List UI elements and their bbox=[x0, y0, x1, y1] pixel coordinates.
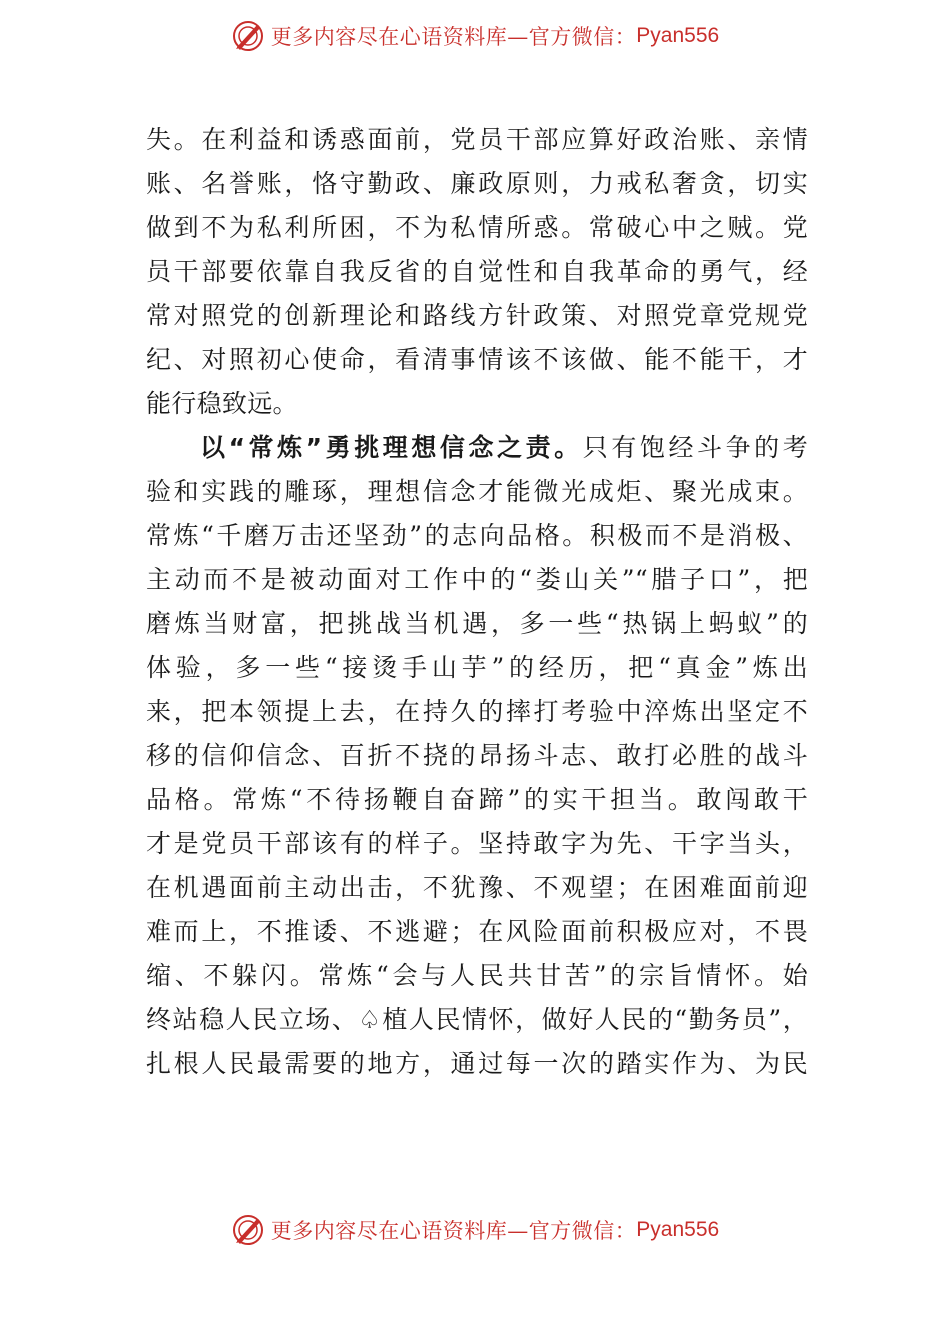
paragraph-first-line-rest: 只有饱经斗争的考 bbox=[582, 433, 808, 462]
text-line: 磨炼当财富，把挑战当机遇，多一些“热锅上蚂蚁”的 bbox=[146, 609, 808, 638]
text-line: 在机遇面前主动出击，不犹豫、不观望；在困难面前迎 bbox=[146, 873, 808, 902]
text-line: 移的信仰信念、百折不挠的昂扬斗志、敢打必胜的战斗 bbox=[146, 741, 808, 770]
pen-logo-icon bbox=[231, 19, 265, 53]
text-line: 扎根人民最需要的地方，通过每一次的踏实作为、为民 bbox=[146, 1049, 808, 1078]
text-line: 验和实践的雕琢，理想信念才能微光成炬、聚光成束。 bbox=[146, 477, 808, 506]
text-line: 常对照党的创新理论和路线方针政策、对照党章党规党 bbox=[146, 301, 808, 330]
text-line: 账、名誉账，恪守勤政、廉政原则，力戒私奢贪，切实 bbox=[146, 169, 808, 198]
text-line: 能行稳致远。 bbox=[146, 389, 298, 418]
page-footer-banner bbox=[0, 1210, 950, 1250]
text-line: 品格。常炼“不待扬鞭自奋蹄”的实干担当。敢闯敢干 bbox=[146, 785, 808, 814]
page-header-banner bbox=[0, 16, 950, 56]
footer-banner-text: 更多内容尽在心语资料库—官方微信： bbox=[270, 1219, 637, 1243]
paragraph-heading: 以“常炼”勇挑理想信念之责。 bbox=[200, 433, 583, 462]
text-line: 做到不为私利所困，不为私情所惑。常破心中之贼。党 bbox=[146, 213, 808, 242]
text-line: 失。在利益和诱惑面前，党员干部应算好政治账、亲情 bbox=[146, 125, 808, 154]
text-line: 来，把本领提上去，在持久的摔打考验中淬炼出坚定不 bbox=[146, 697, 808, 726]
footer-banner-account: Pyan556 bbox=[636, 1218, 720, 1241]
paragraph-first-line bbox=[146, 426, 808, 470]
text-line: 员干部要依靠自我反省的自觉性和自我革命的勇气，经 bbox=[146, 257, 808, 286]
header-banner-text: 更多内容尽在心语资料库—官方微信： bbox=[270, 25, 637, 49]
text-line: 体验，多一些“接烫手山芋”的经历，把“真金”炼出 bbox=[146, 653, 808, 682]
text-line: 纪、对照初心使命，看清事情该不该做、能不能干，才 bbox=[146, 345, 808, 374]
header-banner-account: Pyan556 bbox=[636, 24, 720, 47]
document-body bbox=[146, 118, 808, 1086]
pen-logo-icon bbox=[231, 1213, 265, 1247]
text-line: 难而上，不推诿、不逃避；在风险面前积极应对，不畏 bbox=[146, 917, 808, 946]
text-line: 常炼“千磨万击还坚劲”的志向品格。积极而不是消极、 bbox=[146, 521, 808, 550]
text-line: 缩、不躲闪。常炼“会与人民共甘苦”的宗旨情怀。始 bbox=[146, 961, 808, 990]
text-line: 才是党员干部该有的样子。坚持敢字为先、干字当头， bbox=[146, 829, 808, 858]
text-line: 终站稳人民立场、♤植人民情怀，做好人民的“勤务员”， bbox=[146, 1005, 808, 1034]
text-line: 主动而不是被动面对工作中的“娄山关”“腊子口”，把 bbox=[146, 565, 808, 594]
